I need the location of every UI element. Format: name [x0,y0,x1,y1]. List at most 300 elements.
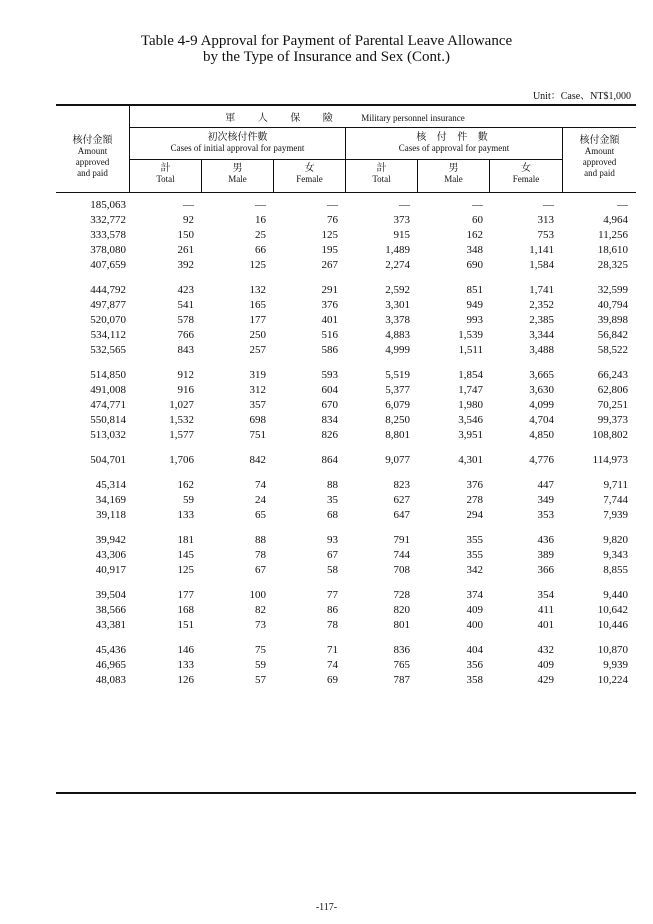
cell-initial-total: 392 [177,259,194,271]
cell-approval-total: 836 [393,644,410,656]
cell-approval-male: 278 [466,494,483,506]
cell-approval-total: 4,883 [385,329,410,341]
cell-approval-female: 401 [537,619,554,631]
cell-initial-male: 88 [255,534,266,546]
cell-initial-female: 77 [327,589,338,601]
cell-amount-paid: 43,306 [95,549,126,561]
cell-approval-female: 4,099 [529,399,554,411]
table-body [56,198,636,688]
cell-initial-total: 162 [177,479,194,491]
col-header-amount-left [56,135,129,179]
cell-approval-female: 3,488 [529,344,554,356]
table-top-rule [56,104,636,106]
cell-approval-female: 313 [537,214,554,226]
table-row [56,618,636,633]
cell-approval-female: 3,665 [529,369,554,381]
cell-approval-total: 2,274 [385,259,410,271]
col-header-amount-left-en3: and paid [77,168,108,178]
cell-approval-female: 389 [537,549,554,561]
table-row [56,243,636,258]
cell-amount-paid: 497,877 [90,299,126,311]
cell-initial-total: 843 [177,344,194,356]
cell-approval-female: 2,385 [529,314,554,326]
cell-initial-male: 100 [249,589,266,601]
cell-approval-total: 5,377 [385,384,410,396]
sub-header-approval-total [346,163,417,185]
cell-initial-total: 133 [177,509,194,521]
table-row [56,228,636,243]
cell-amount-approved-paid: 108,802 [592,429,628,441]
col-header-amount-left-zh: 核付金額 [72,135,113,146]
cell-amount-approved-paid: 70,251 [597,399,628,411]
cell-approval-total: 820 [393,604,410,616]
table-row [56,213,636,228]
cell-initial-male: 82 [255,604,266,616]
cell-amount-approved-paid: 56,842 [597,329,628,341]
group-header-initial [130,132,345,154]
cell-approval-total: 765 [393,659,410,671]
cell-approval-male: 356 [466,659,483,671]
cell-approval-male: 690 [466,259,483,271]
cell-initial-total: 1,577 [169,429,194,441]
table-row [56,368,636,383]
cell-amount-paid: 532,565 [90,344,126,356]
sub-header-en: Male [444,174,463,184]
cell-initial-male: 177 [249,314,266,326]
cell-initial-total: 423 [177,284,194,296]
cell-amount-paid: 48,083 [95,674,126,686]
cell-initial-total: 145 [177,549,194,561]
band-title-en: Military personnel insurance [361,113,465,123]
cell-amount-paid: 513,032 [90,429,126,441]
cell-initial-total: 126 [177,674,194,686]
cell-amount-approved-paid: 9,343 [603,549,628,561]
cell-initial-male: 57 [255,674,266,686]
table-row [56,328,636,343]
cell-approval-male: 3,951 [458,429,483,441]
table-row [56,428,636,443]
sub-header-zh: 男 [448,163,459,174]
cell-initial-total: 766 [177,329,194,341]
cell-approval-female: 1,141 [529,244,554,256]
cell-approval-total: 373 [393,214,410,226]
cell-amount-paid: 46,965 [95,659,126,671]
cell-approval-male: 4,301 [458,454,483,466]
cell-amount-approved-paid: 7,939 [603,509,628,521]
cell-approval-female: 2,352 [529,299,554,311]
cell-initial-female: 69 [327,674,338,686]
cell-amount-paid: 185,063 [90,199,126,211]
cell-amount-paid: 45,314 [95,479,126,491]
sub-header-zh: 女 [304,163,315,174]
cell-approval-male: 1,511 [458,344,483,356]
table-row [56,508,636,523]
cell-initial-male: 250 [249,329,266,341]
table-row [56,533,636,548]
cell-initial-total: 177 [177,589,194,601]
cell-initial-total: 59 [183,494,194,506]
cell-approval-male: 342 [466,564,483,576]
cell-initial-male: — [255,199,266,211]
cell-initial-male: 78 [255,549,266,561]
table-row [56,313,636,328]
cell-approval-total: 6,079 [385,399,410,411]
cell-initial-female: 826 [321,429,338,441]
cell-amount-paid: 378,080 [90,244,126,256]
sub-header-initial-female [274,163,345,185]
cell-amount-paid: 514,850 [90,369,126,381]
cell-amount-approved-paid: 62,806 [597,384,628,396]
sub-header-zh: 計 [160,163,171,174]
cell-approval-total: 9,077 [385,454,410,466]
table-row [56,603,636,618]
cell-approval-female: 429 [537,674,554,686]
cell-initial-female: 604 [321,384,338,396]
cell-approval-female: 3,344 [529,329,554,341]
cell-amount-paid: 39,504 [95,589,126,601]
cell-approval-male: 409 [466,604,483,616]
cell-amount-paid: 504,701 [90,454,126,466]
cell-initial-female: 593 [321,369,338,381]
cell-approval-female: 411 [537,604,554,616]
cell-initial-male: 24 [255,494,266,506]
cell-approval-male: 374 [466,589,483,601]
cell-initial-female: 125 [321,229,338,241]
cell-initial-male: 75 [255,644,266,656]
sub-header-en: Female [296,174,323,184]
col-header-amount-right-en3: and paid [584,168,615,178]
cell-amount-approved-paid: 8,855 [603,564,628,576]
table-row [56,258,636,273]
cell-initial-total: 1,027 [169,399,194,411]
cell-initial-female: 86 [327,604,338,616]
cell-approval-female: — [543,199,554,211]
sub-header-initial-total [130,163,201,185]
cell-initial-female: 78 [327,619,338,631]
cell-approval-female: 753 [537,229,554,241]
col-header-amount-right-en1: Amount [584,146,615,156]
cell-amount-paid: 34,169 [95,494,126,506]
table-row [56,658,636,673]
group-rule [130,159,562,160]
cell-initial-female: 76 [327,214,338,226]
group-header-initial-zh: 初次核付件數 [207,132,268,143]
cell-approval-total: 791 [393,534,410,546]
cell-approval-total: 823 [393,479,410,491]
cell-approval-male: 993 [466,314,483,326]
cell-initial-male: 357 [249,399,266,411]
sub-header-en: Male [228,174,247,184]
cell-initial-total: 578 [177,314,194,326]
cell-initial-total: 1,706 [169,454,194,466]
cell-approval-male: 3,546 [458,414,483,426]
cell-initial-female: 195 [321,244,338,256]
cell-initial-male: 751 [249,429,266,441]
cell-amount-approved-paid: 40,794 [597,299,628,311]
cell-amount-paid: 407,659 [90,259,126,271]
cell-amount-paid: 534,112 [90,329,126,341]
cell-approval-total: 708 [393,564,410,576]
cell-amount-approved-paid: 18,610 [597,244,628,256]
cell-initial-female: 71 [327,644,338,656]
cell-amount-paid: 444,792 [90,284,126,296]
cell-initial-female: 516 [321,329,338,341]
insurance-band-title [130,109,560,124]
cell-initial-male: 257 [249,344,266,356]
cell-approval-female: 4,850 [529,429,554,441]
cell-approval-male: 376 [466,479,483,491]
cell-amount-approved-paid: 9,711 [603,479,628,491]
cell-approval-female: 436 [537,534,554,546]
page-number: -117- [315,902,338,913]
cell-amount-approved-paid: 32,599 [597,284,628,296]
table-row [56,643,636,658]
cell-approval-total: 787 [393,674,410,686]
cell-approval-female: 366 [537,564,554,576]
cell-initial-female: 35 [327,494,338,506]
cell-initial-male: 698 [249,414,266,426]
cell-initial-total: 168 [177,604,194,616]
cell-initial-male: 165 [249,299,266,311]
cell-amount-paid: 491,008 [90,384,126,396]
cell-initial-male: 132 [249,284,266,296]
cell-amount-approved-paid: 66,243 [597,369,628,381]
sub-header-approval-female [490,163,562,185]
title-line-1: Table 4-9 Approval for Payment of Parental Leave Allowance [140,33,513,49]
cell-approval-male: 949 [466,299,483,311]
cell-approval-male: 60 [472,214,483,226]
cell-amount-paid: 332,772 [90,214,126,226]
table-row [56,198,636,213]
cell-amount-approved-paid: 10,870 [597,644,628,656]
cell-approval-total: 4,999 [385,344,410,356]
cell-approval-total: 801 [393,619,410,631]
cell-initial-total: 92 [183,214,194,226]
table-row [56,453,636,468]
group-header-approval-zh: 核 付 件 數 [416,132,492,143]
cell-initial-female: 68 [327,509,338,521]
cell-initial-total: 1,532 [169,414,194,426]
cell-approval-female: 353 [537,509,554,521]
cell-initial-female: 401 [321,314,338,326]
cell-initial-female: 834 [321,414,338,426]
col-header-amount-left-en1: Amount [77,146,108,156]
cell-amount-approved-paid: 7,744 [603,494,628,506]
group-header-approval-en: Cases of approval for payment [398,143,510,153]
cell-approval-male: 404 [466,644,483,656]
cell-amount-approved-paid: 11,256 [598,229,628,241]
cell-approval-female: 3,630 [529,384,554,396]
cell-approval-total: 728 [393,589,410,601]
table-row [56,383,636,398]
sub-header-en: Total [156,174,175,184]
table-bottom-rule [56,792,636,794]
band-rule [130,127,636,128]
cell-initial-male: 74 [255,479,266,491]
cell-amount-paid: 45,436 [95,644,126,656]
cell-initial-female: 93 [327,534,338,546]
cell-initial-total: 133 [177,659,194,671]
cell-approval-total: 8,801 [385,429,410,441]
sub-header-en: Total [372,174,391,184]
cell-initial-total: 541 [177,299,194,311]
cell-approval-male: 358 [466,674,483,686]
cell-approval-female: 447 [537,479,554,491]
cell-initial-male: 125 [249,259,266,271]
cell-approval-total: 1,489 [385,244,410,256]
cell-approval-female: 432 [537,644,554,656]
cell-initial-male: 16 [255,214,266,226]
cell-amount-approved-paid: 10,446 [597,619,628,631]
cell-amount-approved-paid: 99,373 [597,414,628,426]
cell-initial-male: 59 [255,659,266,671]
cell-amount-approved-paid: 9,820 [603,534,628,546]
sub-header-zh: 計 [376,163,387,174]
cell-amount-paid: 38,566 [95,604,126,616]
cell-amount-approved-paid: 10,224 [597,674,628,686]
cell-amount-paid: 520,070 [90,314,126,326]
col-header-amount-left-en2: approved [75,157,110,167]
cell-initial-total: 261 [177,244,194,256]
cell-initial-female: 670 [321,399,338,411]
cell-approval-female: 1,584 [529,259,554,271]
cell-approval-male: 1,854 [458,369,483,381]
cell-approval-male: 1,980 [458,399,483,411]
cell-approval-male: 400 [466,619,483,631]
group-header-initial-en: Cases of initial approval for payment [170,143,305,153]
table-row [56,588,636,603]
col-header-amount-right-en2: approved [582,157,617,167]
cell-initial-total: 912 [177,369,194,381]
cell-initial-male: 73 [255,619,266,631]
cell-approval-total: — [399,199,410,211]
cell-initial-male: 66 [255,244,266,256]
cell-initial-female: 74 [327,659,338,671]
cell-initial-female: 88 [327,479,338,491]
cell-approval-total: 2,592 [385,284,410,296]
table-row [56,548,636,563]
sub-header-initial-male [202,163,273,185]
cell-approval-male: 355 [466,549,483,561]
cell-initial-female: 586 [321,344,338,356]
table-row [56,298,636,313]
cell-amount-approved-paid: 4,964 [603,214,628,226]
title-line-2: by the Type of Insurance and Sex (Cont.) [203,49,450,65]
cell-initial-total: 916 [177,384,194,396]
cell-amount-paid: 43,381 [95,619,126,631]
cell-approval-female: 349 [537,494,554,506]
cell-amount-paid: 39,942 [95,534,126,546]
cell-approval-total: 5,519 [385,369,410,381]
sub-header-zh: 男 [232,163,243,174]
cell-approval-total: 647 [393,509,410,521]
cell-approval-male: 355 [466,534,483,546]
cell-initial-total: 150 [177,229,194,241]
table-row [56,563,636,578]
cell-initial-male: 312 [249,384,266,396]
cell-initial-female: 291 [321,284,338,296]
cell-initial-total: 146 [177,644,194,656]
cell-initial-female: 864 [321,454,338,466]
cell-initial-total: 181 [177,534,194,546]
cell-initial-male: 67 [255,564,266,576]
cell-amount-approved-paid: 10,642 [597,604,628,616]
header-bottom-rule [56,192,636,193]
table-row [56,398,636,413]
cell-initial-female: — [327,199,338,211]
cell-amount-approved-paid: 114,973 [592,454,628,466]
cell-amount-approved-paid: 9,440 [603,589,628,601]
cell-initial-total: — [183,199,194,211]
cell-initial-female: 67 [327,549,338,561]
cell-amount-approved-paid: 9,939 [603,659,628,671]
sub-header-zh: 女 [521,163,531,174]
cell-approval-total: 8,250 [385,414,410,426]
cell-amount-approved-paid: 58,522 [597,344,628,356]
cell-approval-female: 1,741 [529,284,554,296]
cell-approval-male: 294 [466,509,483,521]
cell-initial-male: 842 [249,454,266,466]
sub-header-en: Female [512,174,540,184]
table-title [0,33,653,65]
cell-approval-female: 354 [537,589,554,601]
cell-amount-paid: 39,118 [96,509,126,521]
group-header-approval [346,132,562,154]
table-row [56,478,636,493]
cell-approval-total: 744 [393,549,410,561]
cell-approval-total: 3,301 [385,299,410,311]
table-row [56,493,636,508]
cell-approval-total: 915 [393,229,410,241]
table-row [56,673,636,688]
cell-initial-male: 65 [255,509,266,521]
col-header-amount-right [563,135,636,179]
cell-amount-paid: 333,578 [90,229,126,241]
table-row [56,343,636,358]
cell-amount-approved-paid: 28,325 [597,259,628,271]
cell-approval-female: 409 [537,659,554,671]
cell-amount-paid: 550,814 [90,414,126,426]
cell-amount-approved-paid: 39,898 [597,314,628,326]
cell-approval-total: 3,378 [385,314,410,326]
cell-initial-female: 267 [321,259,338,271]
cell-approval-male: 348 [466,244,483,256]
cell-approval-male: 851 [466,284,483,296]
cell-approval-male: 162 [466,229,483,241]
table-row [56,413,636,428]
cell-approval-male: — [472,199,483,211]
col-header-amount-right-zh: 核付金額 [579,135,620,146]
band-title-zh: 軍 人 保 險 [225,113,343,124]
cell-approval-male: 1,747 [458,384,483,396]
cell-initial-female: 376 [321,299,338,311]
cell-initial-male: 319 [249,369,266,381]
cell-approval-male: 1,539 [458,329,483,341]
unit-label: Unit：Case、NT$1,000 [532,91,631,102]
cell-amount-approved-paid: — [617,199,628,211]
cell-approval-female: 4,776 [529,454,554,466]
cell-amount-paid: 474,771 [90,399,126,411]
cell-approval-total: 627 [393,494,410,506]
cell-approval-female: 4,704 [529,414,554,426]
cell-initial-total: 125 [177,564,194,576]
cell-amount-paid: 40,917 [95,564,126,576]
sub-header-approval-male [418,163,489,185]
table-row [56,283,636,298]
cell-initial-female: 58 [327,564,338,576]
cell-initial-total: 151 [177,619,194,631]
cell-initial-male: 25 [255,229,266,241]
